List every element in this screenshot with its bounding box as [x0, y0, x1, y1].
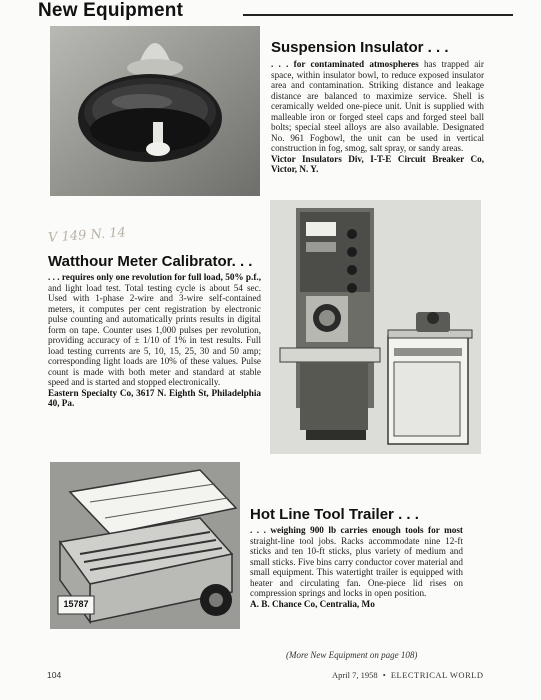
calibrator-illustration	[270, 200, 481, 454]
footer-date: April 7, 1958	[332, 670, 378, 680]
article-body-trailer	[250, 525, 463, 609]
footer-publication: ELECTRICAL WORLD	[390, 670, 484, 680]
handwritten-note: V 149 N. 14	[47, 225, 127, 246]
section-title: New Equipment	[38, 0, 184, 21]
insulator-photo	[50, 26, 260, 196]
insulator-illustration	[50, 26, 260, 196]
trailer-license-plate: 15787	[63, 599, 89, 609]
article-title-calibrator: Watthour Meter Calibrator. . .	[48, 253, 253, 270]
article-lead-insulator: . . . for contaminated atmospheres	[271, 59, 419, 69]
article-title-trailer: Hot Line Tool Trailer . . .	[250, 506, 419, 523]
article-lead-calibrator: . . . requires only one revolution for full load, 50% p.f.,	[48, 272, 261, 282]
footer-bullet: •	[382, 670, 386, 680]
article-title-insulator: Suspension Insulator . . .	[271, 39, 449, 56]
article-text-trailer: straight-line tool jobs. Racks accommodate nine 12-ft sticks and ten 10-ft sticks, plus variety of medium and small sticks. Five bins carry conductor cover material and small equipment. This watertight trailer is equipped with heater and circulating fan. One-piece lid rises on compression springs and locks in open position.	[250, 535, 463, 598]
article-body-calibrator	[48, 272, 261, 409]
footer-dateline	[332, 670, 484, 680]
article-source-calibrator: Eastern Specialty Co, 3617 N. Eighth St, Philadelphia 40, Pa.	[48, 387, 261, 408]
header-rule	[243, 14, 513, 16]
trailer-photo	[50, 462, 240, 629]
continued-note: (More New Equipment on page 108)	[286, 650, 418, 660]
article-source-trailer: A. B. Chance Co, Centralia, Mo	[250, 598, 375, 609]
article-lead-trailer: . . . weighing 900 lb carries enough tools for most	[250, 525, 463, 535]
article-text-calibrator: and light load test. Total testing cycle is about 54 sec. Used with 1-phase 2-wire and 3-wire self-contained meters, it computes per cent registration by electronic pulse counting and automatically prints results in digital form on tape. Counter uses 1,000 pulses per revolution, providing accuracy of ± 1/10 of 1% in test results. Full load testing currents are 5, 10, 15, 25, 30 and 50 amp; corresponding light loads are 10% of these values. Pulse count is made with both meter and standard at stable speed and is started and stopped electronically.	[48, 282, 261, 387]
calibrator-photo	[270, 200, 481, 454]
article-text-insulator: has trapped air space, within insulator bowl, to reduce exposed insulator area and contamination. Striking distance and leakage distance are balanced to maximize service. Shell is ceramically welded one-piece unit. Unit is supplied with malleable iron or forged steel caps and forged steel ball bolts; special steel alloys are also available. Designated No. 961 Fogbowl, the unit can be used in vertical construction in fog, smog, salt spray, or sandy areas.	[271, 59, 484, 153]
article-source-insulator: Victor Insulators Div, I-T-E Circuit Breaker Co, Victor, N. Y.	[271, 153, 484, 174]
page-number: 104	[47, 670, 62, 680]
article-body-insulator	[271, 59, 484, 175]
